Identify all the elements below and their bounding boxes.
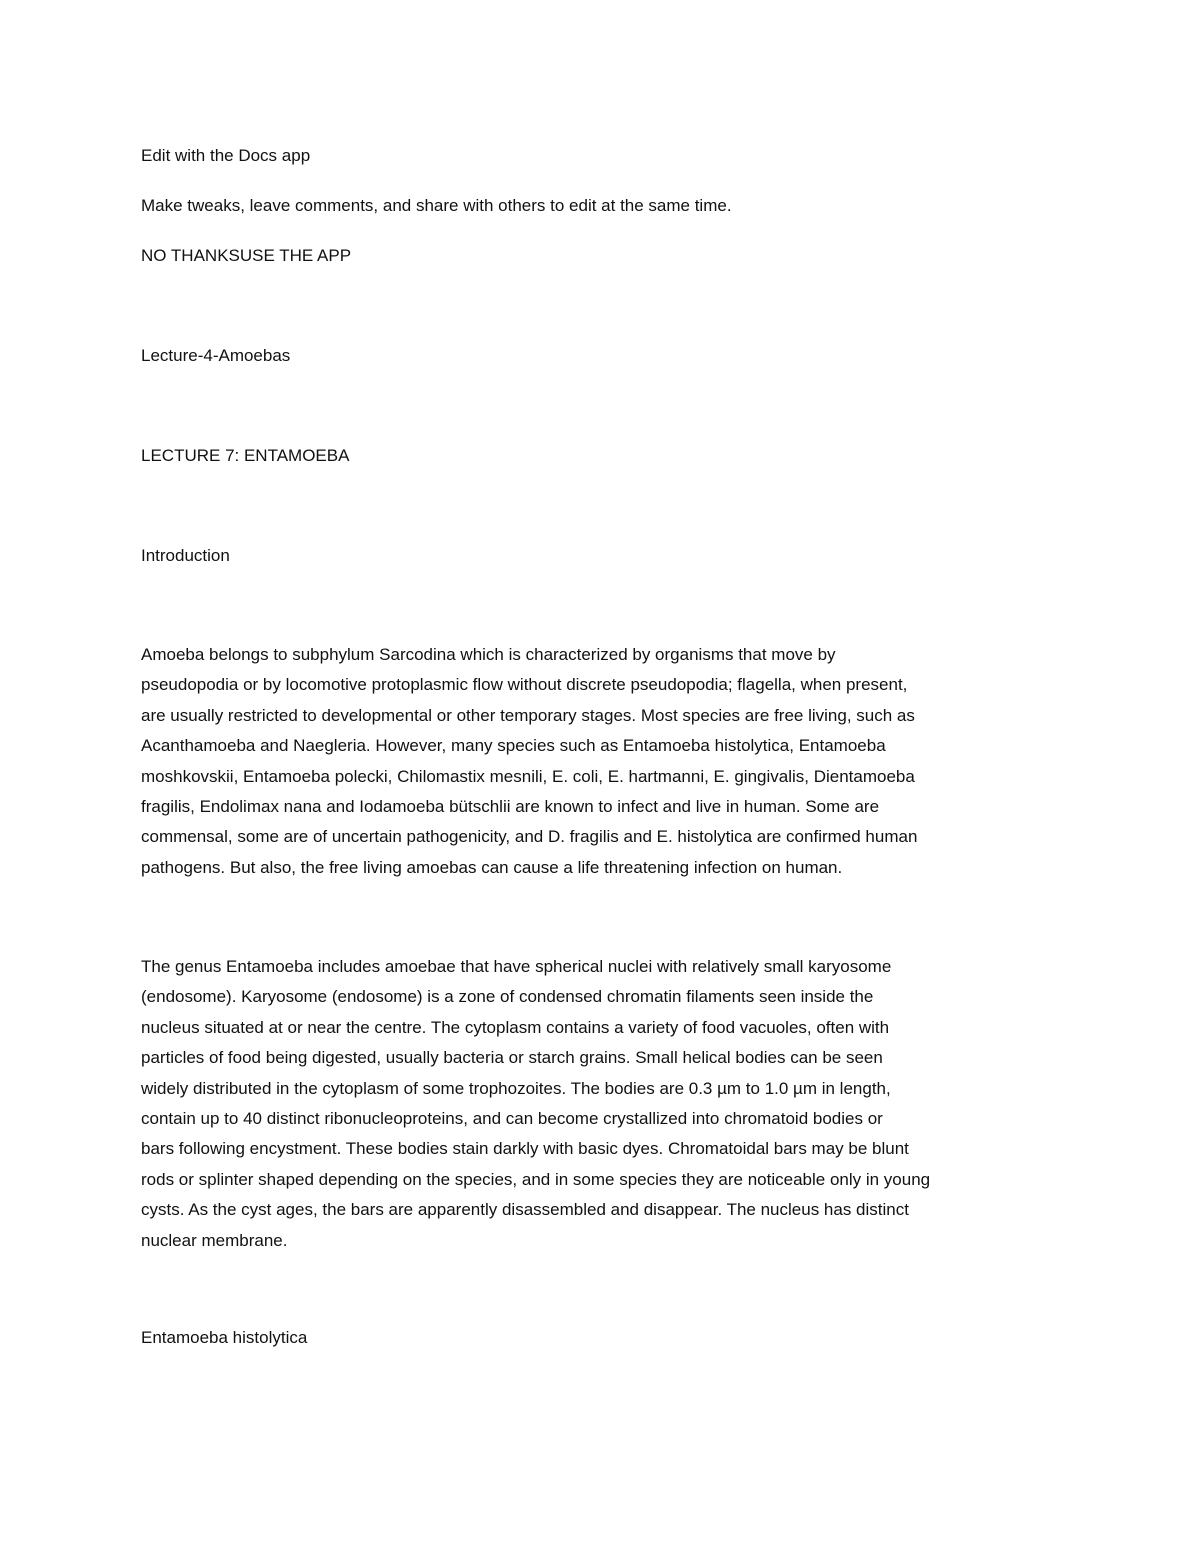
lecture-link[interactable]: Lecture-4-Amoebas (141, 346, 291, 365)
paragraph-line: cysts. As the cyst ages, the bars are apparently disassembled and disappear. The nucleus has distinct (141, 1200, 909, 1220)
paragraph-line: The genus Entamoeba includes amoebae that have spherical nuclei with relatively small karyosome (141, 957, 892, 976)
paragraph-line: nuclear membrane. (141, 1230, 288, 1250)
paragraph-line: nucleus situated at or near the centre. The cytoplasm contains a variety of food vacuoles, often with (141, 1017, 890, 1037)
paragraph-line: Amoeba belongs to subphylum Sarcodina which is characterized by organisms that move by (141, 645, 836, 664)
paragraph-line: (endosome). Karyosome (endosome) is a zone of condensed chromatin filaments seen inside the (141, 987, 874, 1007)
section-heading: Entamoeba histolytica (141, 1328, 308, 1347)
paragraph-line: are usually restricted to developmental or other temporary stages. Most species are free living, such as (141, 705, 915, 725)
paragraph-line: contain up to 40 distinct ribonucleoproteins, and can become crystallized into chromatoid bodies or (141, 1109, 883, 1129)
paragraph-line: Acanthamoeba and Naegleria. However, many species such as Entamoeba histolytica, Entamoeba (141, 736, 886, 756)
paragraph-line: particles of food being digested, usually bacteria or starch grains. Small helical bodies can be seen (141, 1048, 883, 1068)
paragraph-line: widely distributed in the cytoplasm of some trophozoites. The bodies are 0.3 µm to 1.0 µm in length, (141, 1078, 891, 1098)
paragraph-line: bars following encystment. These bodies stain darkly with basic dyes. Chromatoidal bars may be blunt (141, 1139, 909, 1159)
paragraph-line: moshkovskii, Entamoeba polecki, Chilomastix mesnili, E. coli, E. hartmanni, E. gingivalis, Dientamoeba (141, 766, 915, 786)
app-banner-subtitle: Make tweaks, leave comments, and share with others to edit at the same time. (141, 196, 732, 215)
genus-paragraph (141, 952, 1061, 1256)
paragraph-line: pseudopodia or by locomotive protoplasmic flow without discrete pseudopodia; flagella, when present, (141, 675, 908, 695)
app-banner-title: Edit with the Docs app (141, 146, 311, 165)
lecture-title: LECTURE 7: ENTAMOEBA (141, 446, 350, 465)
intro-paragraph (141, 640, 1061, 883)
app-banner-actions[interactable]: NO THANKSUSE THE APP (141, 246, 352, 265)
paragraph-line: pathogens. But also, the free living amoebas can cause a life threatening infection on human. (141, 857, 843, 877)
paragraph-line: commensal, some are of uncertain pathogenicity, and D. fragilis and E. histolytica are confirmed human (141, 827, 918, 847)
paragraph-line: fragilis, Endolimax nana and Iodamoeba bütschlii are known to infect and live in human. Some are (141, 797, 880, 817)
intro-heading: Introduction (141, 546, 230, 565)
paragraph-line: rods or splinter shaped depending on the species, and in some species they are noticeable only in young (141, 1169, 931, 1189)
